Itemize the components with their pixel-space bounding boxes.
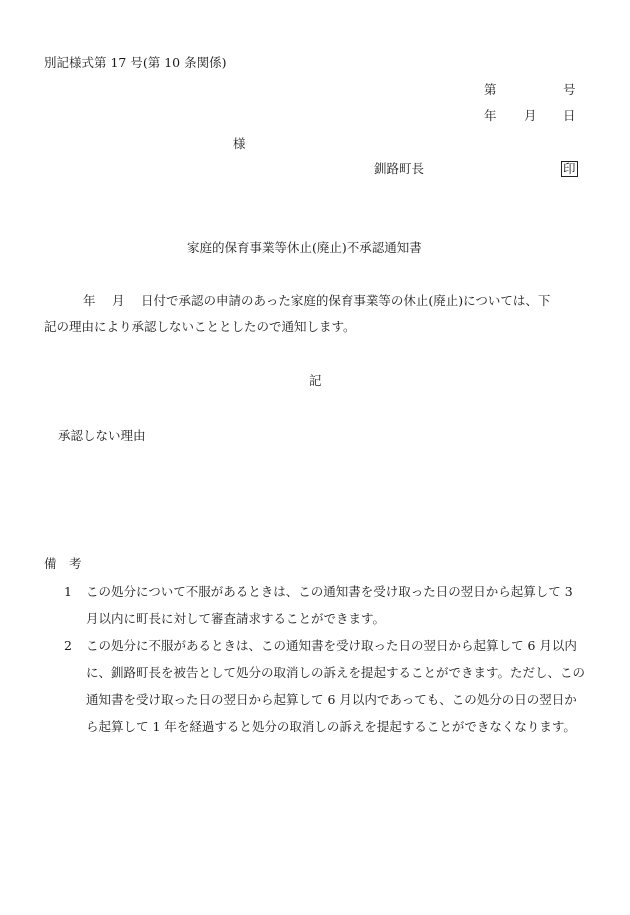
body-line-1: 年 月 日付で承認の申請のあった家庭的保育事業等の休止(廃止)については、下 [83,293,551,308]
document-title: 家庭的保育事業等休止(廃止)不承認通知書 [187,240,422,255]
date-day: 日 [563,108,576,123]
remark-text: この処分に不服があるときは、この通知書を受け取った日の翌日から起算して 6 月以内に、釧路町長を被告として処分の取消しの訴えを提起することができます。ただし、この通知書を受け取った日の翌日から起算して 6 月以内であっても、この処分の日の翌日から起算して 1 年を経過すると処分の取消しの訴えを提起することができなくなります。 [86,638,586,734]
remarks-heading: 備 考 [44,556,82,571]
remark-text: この処分について不服があるときは、この通知書を受け取った日の翌日から起算して 3 月以内に町長に対して審査請求することができます。 [86,584,573,626]
reason-label: 承認しない理由 [58,428,146,443]
sender-name: 釧路町長 [374,161,425,176]
remark-item [44,578,589,632]
remark-number: 1 [64,584,72,599]
remark-item [44,632,589,740]
document-number-dai: 第 [484,82,497,97]
addressee-honorific: 様 [233,136,246,151]
ki-heading: 記 [309,373,322,388]
date-month: 月 [524,108,537,123]
date-year: 年 [484,108,497,123]
seal-label: 印 [563,161,576,176]
remark-number: 2 [64,638,72,653]
form-label: 別記様式第 17 号(第 10 条関係) [44,55,227,70]
remarks-list [44,578,589,740]
body-line-2: 記の理由により承認しないこととしたので通知します。 [44,319,356,334]
seal-mark [561,161,578,177]
document-number-go: 号 [563,82,576,97]
